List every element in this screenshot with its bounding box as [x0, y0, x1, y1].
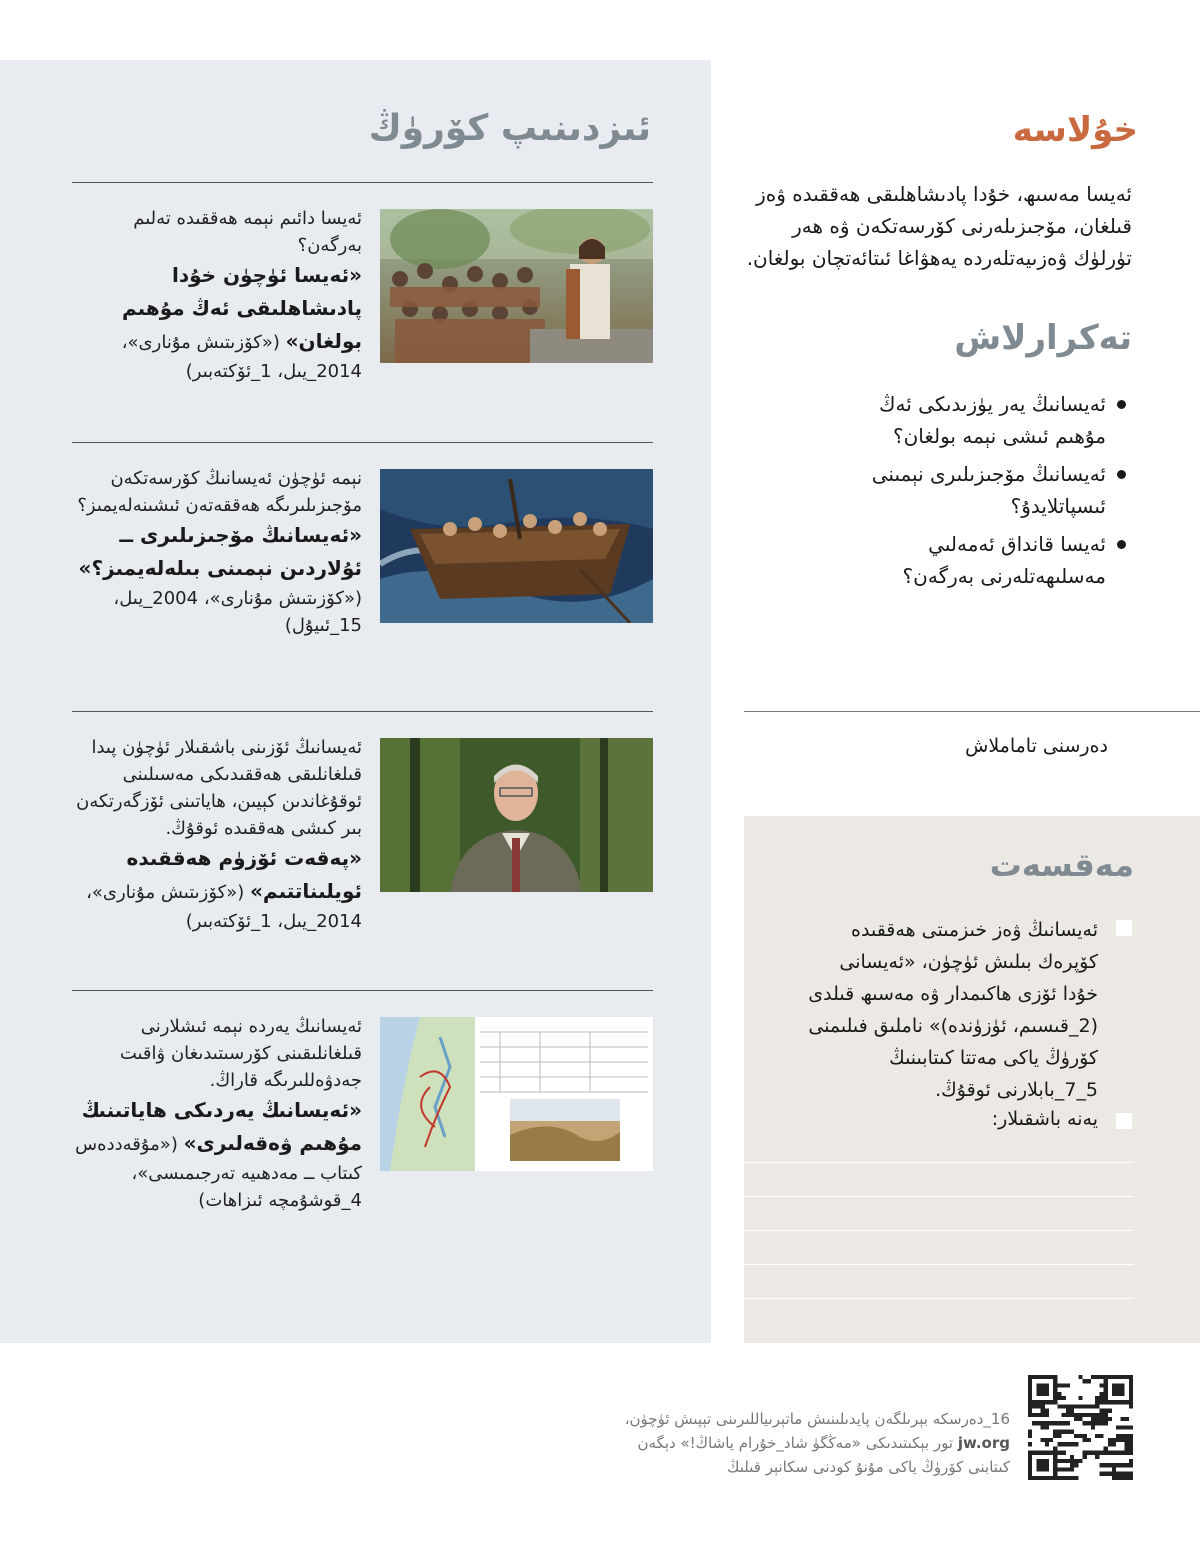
article-source: («كۆزىتىش مۇنارى»، 2014_يىل، 1_ئۆكتەبىر) [121, 332, 362, 382]
article-source: («مۇقەددەس كىتاب ــ مەدھىيە تەرجىمىسى»، 4_قوشۇمچە ئىزاھات) [75, 1134, 362, 1211]
review-question: ئەيسانىڭ مۆجىزىلىرى نېمىنى ئىسپاتلايدۇ؟ [830, 458, 1130, 522]
explore-title: ئىزدىنىپ كۆرۈڭ [368, 108, 651, 149]
goal-text: ئەيسانىڭ ۋەز خىزمىتى ھەققىدە كۆپرەك بىلىش ئۈچۈن، «ئەيسانى خۇدا ئۆزى ھاكىمدار ۋە مەسىھ قىلدى (2_قىسىم، ئۈزۈندە)» ناملىق فىلىمنى كۆرۈڭ ياكى مەتتا كىتابىنىڭ 5_7_بابلارنى ئوقۇڭ. [808, 919, 1098, 1101]
explore-item[interactable] [72, 442, 653, 711]
article-source: («كۆزىتىش مۇنارى»، 2014_يىل، 1_ئۆكتەبىر) [86, 882, 362, 932]
write-line[interactable] [744, 1230, 1134, 1231]
footer-note [560, 1407, 1010, 1479]
jesus-teaching-image[interactable] [380, 209, 653, 363]
explore-item[interactable] [72, 711, 653, 990]
map-and-timeline-image[interactable] [380, 1017, 653, 1171]
boat-in-storm-image[interactable] [380, 469, 653, 623]
write-line[interactable] [744, 1162, 1134, 1163]
footer-line: كىتابنى كۆرۈڭ ياكى مۇنۇ كودنى سكانېر قىلىڭ [727, 1458, 1010, 1476]
qr-code-icon[interactable] [1028, 1375, 1133, 1480]
review-question: ئەيسانىڭ يەر يۈزىدىكى ئەڭ مۇھىم ئىشى نېمە بولغان؟ [830, 388, 1130, 452]
write-line[interactable] [744, 1298, 1134, 1299]
man-portrait-image[interactable] [380, 738, 653, 892]
goal-checkbox[interactable] [1116, 920, 1132, 936]
explore-item[interactable] [72, 990, 653, 1291]
explore-item-text [72, 734, 362, 935]
footer-line: jw.org تور بېكىتىدىكى «مەڭگۈ شاد_خۇرام ياشاڭ!» دېگەن [637, 1434, 1010, 1452]
summary-text: ئەيسا مەسىھ، خۇدا پادىشاھلىقى ھەققىدە ۋەز قىلغان، مۆجىزىلەرنى كۆرسەتكەن ۋە ھەر تۈرلۈك ۋەزىيەتلەردە يەھۋاغا ئىتائەتچان بولغان. [746, 182, 1132, 270]
review-question: ئەيسا قانداق ئەمەلىي مەسلىھەتلەرنى بەرگەن؟ [830, 528, 1130, 592]
explore-question: ئەيسا دائىم نېمە ھەققىدە تەلىم بەرگەن؟ [133, 208, 362, 256]
footer-line: 16_دەرسكە بېرىلگەن پايدىلىنىش ماتېرىياللىرىنى تېپىش ئۈچۈن، [624, 1410, 1010, 1428]
lesson-complete-label[interactable]: دەرسنى تاماملاش [965, 735, 1108, 757]
goal-title: مەقسەت [989, 846, 1134, 884]
section-divider [744, 711, 1200, 712]
explore-question: ئەيسانىڭ ئۆزىنى باشقىلار ئۈچۈن پىدا قىلغانلىقى ھەققىدىكى مەسىلىنى ئوقۇغاندىن كېيىن، ھاياتىنى ئۆزگەرتكەن بىر كىشى ھەققىدە ئوقۇڭ. [76, 737, 362, 839]
explore-item-text [72, 205, 362, 385]
explore-question: نېمە ئۈچۈن ئەيسانىڭ كۆرسەتكەن مۆجىزىلىرىگە ھەققەتەن ئىشىنەلەيمىز؟ [77, 468, 362, 516]
article-source: («كۆزىتىش مۇنارى»، 2004_يىل، 15_ئىيۇل) [113, 588, 362, 636]
article-title-link[interactable]: «ئەيسا ئۈچۈن خۇدا پادىشاھلىقى ئەڭ مۇھىم بولغان» [121, 263, 362, 353]
goal-box [744, 816, 1200, 1343]
explore-panel [0, 60, 711, 1343]
other-goal-label: يەنە باشقىلار: [991, 1108, 1098, 1130]
write-line[interactable] [744, 1264, 1134, 1265]
explore-question: ئەيسانىڭ يەردە نېمە ئىشلارنى قىلغانلىقىنى كۆرسىتىدىغان ۋاقىت جەدۋەللىرىگە قاراڭ. [119, 1016, 362, 1091]
review-title: تەكرارلاش [954, 318, 1132, 358]
explore-item[interactable] [72, 182, 653, 441]
review-list [830, 388, 1130, 598]
other-goal-checkbox[interactable] [1116, 1113, 1132, 1129]
explore-item-text [72, 1013, 362, 1214]
summary-title: خۇلاسە [1012, 110, 1138, 150]
article-title-link[interactable]: «پەقەت ئۆزۈم ھەققىدە ئويلىناتتىم» [126, 846, 362, 903]
article-title-link[interactable]: «ئەيسانىڭ مۆجىزىلىرى ــ ئۇلاردىن نېمىنى بىلەلەيمىز؟» [78, 523, 362, 580]
site-link[interactable]: jw.org [957, 1434, 1010, 1452]
write-line[interactable] [744, 1196, 1134, 1197]
article-title-link[interactable]: «ئەيسانىڭ يەردىكى ھاياتىنىڭ مۇھىم ۋەقەلىرى» [81, 1098, 362, 1155]
explore-item-text [72, 465, 362, 639]
